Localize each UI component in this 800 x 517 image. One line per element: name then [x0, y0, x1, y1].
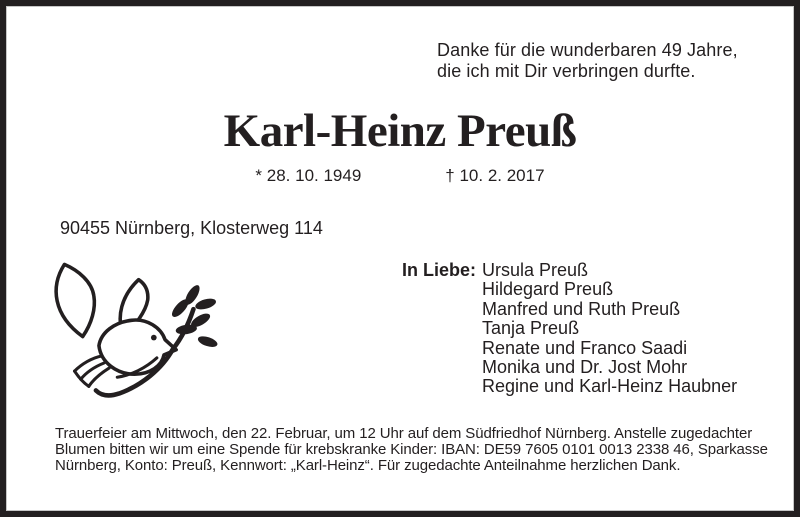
mourner-item: Monika und Dr. Jost Mohr	[482, 357, 688, 378]
funeral-line-1: Trauerfeier am Mittwoch, den 22. Februar, um 12 Uhr auf dem Südfriedhof Nürnberg. Anstelle zugedachter	[55, 425, 753, 442]
funeral-line-2: Blumen bitten wir um eine Spende für krebskranke Kinder: IBAN: DE59 7605 0101 0013 2338 46, Sparkasse	[55, 441, 768, 458]
funeral-line-3: Nürnberg, Konto: Preuß, Kennwort: „Karl-Heinz“. Für zugedachte Anteilnahme herzlichen Dank.	[55, 457, 681, 474]
mourner-item: Renate und Franco Saadi	[482, 337, 688, 358]
birth-date: * 28. 10. 1949	[255, 166, 362, 185]
dove-with-olive-branch-icon	[40, 258, 228, 406]
mourner-item: Regine und Karl-Heinz Haubner	[482, 376, 738, 397]
mourner-item: Tanja Preuß	[482, 318, 580, 339]
thanks-message	[437, 40, 738, 82]
deceased-name: Karl-Heinz Preuß	[223, 105, 577, 157]
life-dates	[6, 166, 794, 186]
mourner-item: Ursula Preuß	[482, 260, 589, 280]
thanks-line-2: die ich mit Dir verbringen durfte.	[437, 61, 696, 81]
in-love-label: In Liebe:	[402, 260, 477, 280]
thanks-line-1: Danke für die wunderbaren 49 Jahre,	[437, 40, 738, 60]
mourner-item: Hildegard Preuß	[482, 279, 614, 300]
address: 90455 Nürnberg, Klosterweg 114	[60, 218, 323, 238]
death-date: † 10. 2. 2017	[445, 166, 545, 185]
mourner-item: Manfred und Ruth Preuß	[482, 298, 681, 319]
funeral-info	[55, 426, 793, 474]
mourners-list	[482, 261, 737, 397]
in-love-section	[402, 261, 737, 397]
